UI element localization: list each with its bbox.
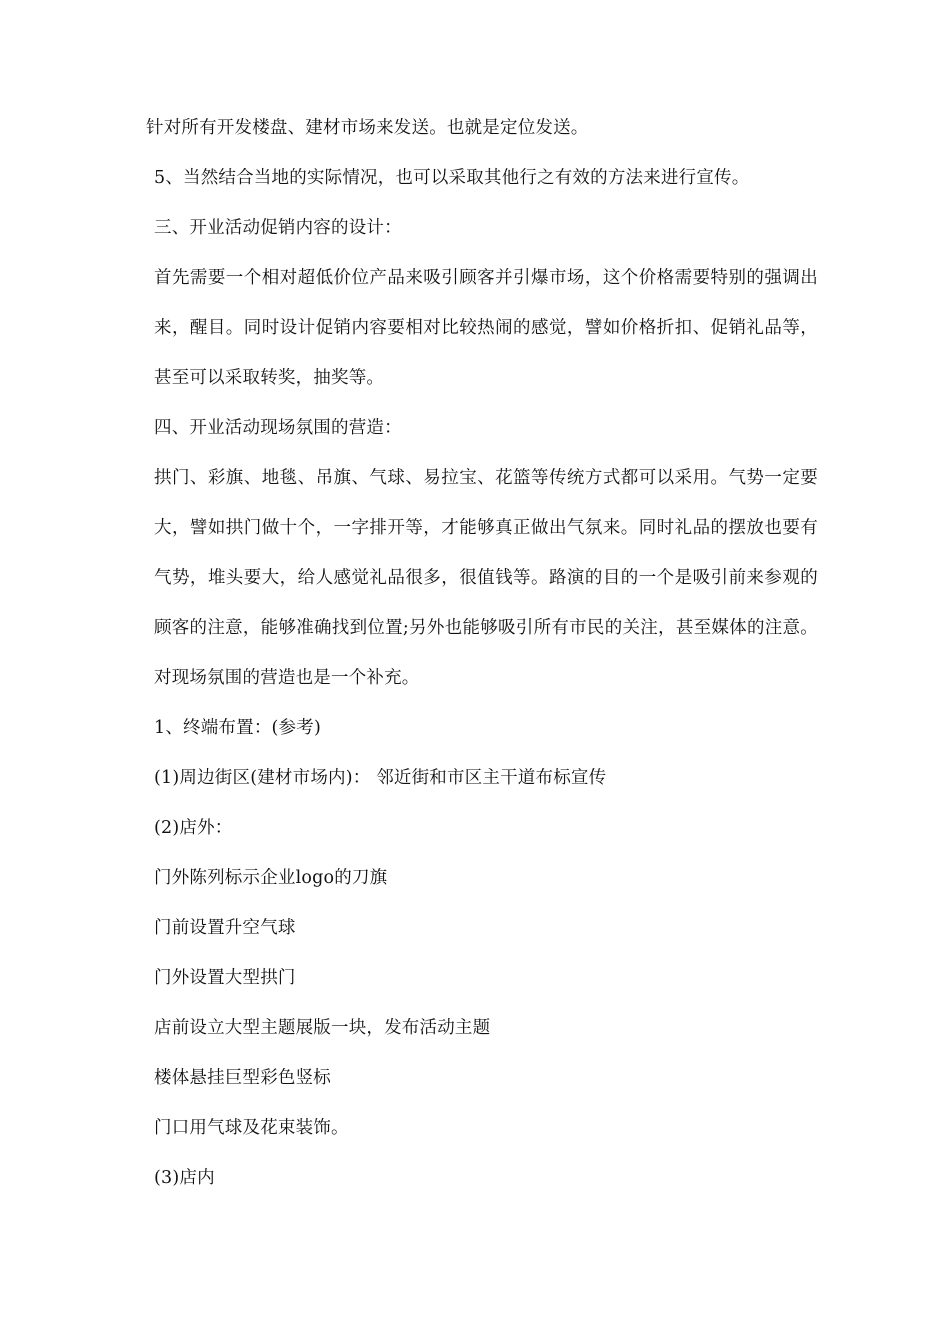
document-body: [146, 103, 818, 1203]
list-item-balloons: 门前设置升空气球: [154, 918, 296, 938]
section-heading-4: 四、开业活动现场氛围的营造：: [154, 418, 402, 438]
list-item-arch: 门外设置大型拱门: [154, 968, 296, 988]
list-item-display-board: 店前设立大型主题展版一块，发布活动主题: [154, 1018, 491, 1038]
list-item-entrance-decoration: 门口用气球及花束装饰。: [154, 1118, 349, 1138]
list-item-flags: 门外陈列标示企业logo的刀旗: [154, 868, 388, 888]
paragraph-promotion-design: 首先需要一个相对超低价位产品来吸引顾客并引爆市场，这个价格需要特别的强调出来，醒目。同时设计促销内容要相对比较热闹的感觉，譬如价格折扣、促销礼品等，甚至可以采取转奖，抽奖等。: [154, 268, 818, 388]
list-item-outside-store: (2)店外：: [154, 818, 233, 838]
section-heading-3: 三、开业活动促销内容的设计：: [154, 218, 402, 238]
paragraph-item-5: 5、当然结合当地的实际情况，也可以采取其他行之有效的方法来进行宣传。: [154, 168, 750, 188]
paragraph-continuation: 针对所有开发楼盘、建材市场来发送。也就是定位发送。: [146, 118, 589, 138]
list-item-inside-store: (3)店内: [154, 1168, 215, 1188]
subheading-terminal-layout: 1、终端布置：(参考): [154, 718, 321, 738]
paragraph-atmosphere: 拱门、彩旗、地毯、吊旗、气球、易拉宝、花篮等传统方式都可以采用。气势一定要大，譬如拱门做十个，一字排开等，才能够真正做出气氛来。同时礼品的摆放也要有气势，堆头要大，给人感觉礼品很多，很值钱等。路演的目的一个是吸引前来参观的顾客的注意，能够准确找到位置;另外也能够吸引所有市民的关注，甚至媒体的注意。对现场氛围的营造也是一个补充。: [154, 468, 818, 688]
list-item-surrounding-streets: (1)周边街区(建材市场内)： 邻近街和市区主干道布标宣传: [154, 768, 607, 788]
list-item-vertical-banner: 楼体悬挂巨型彩色竖标: [154, 1068, 331, 1088]
